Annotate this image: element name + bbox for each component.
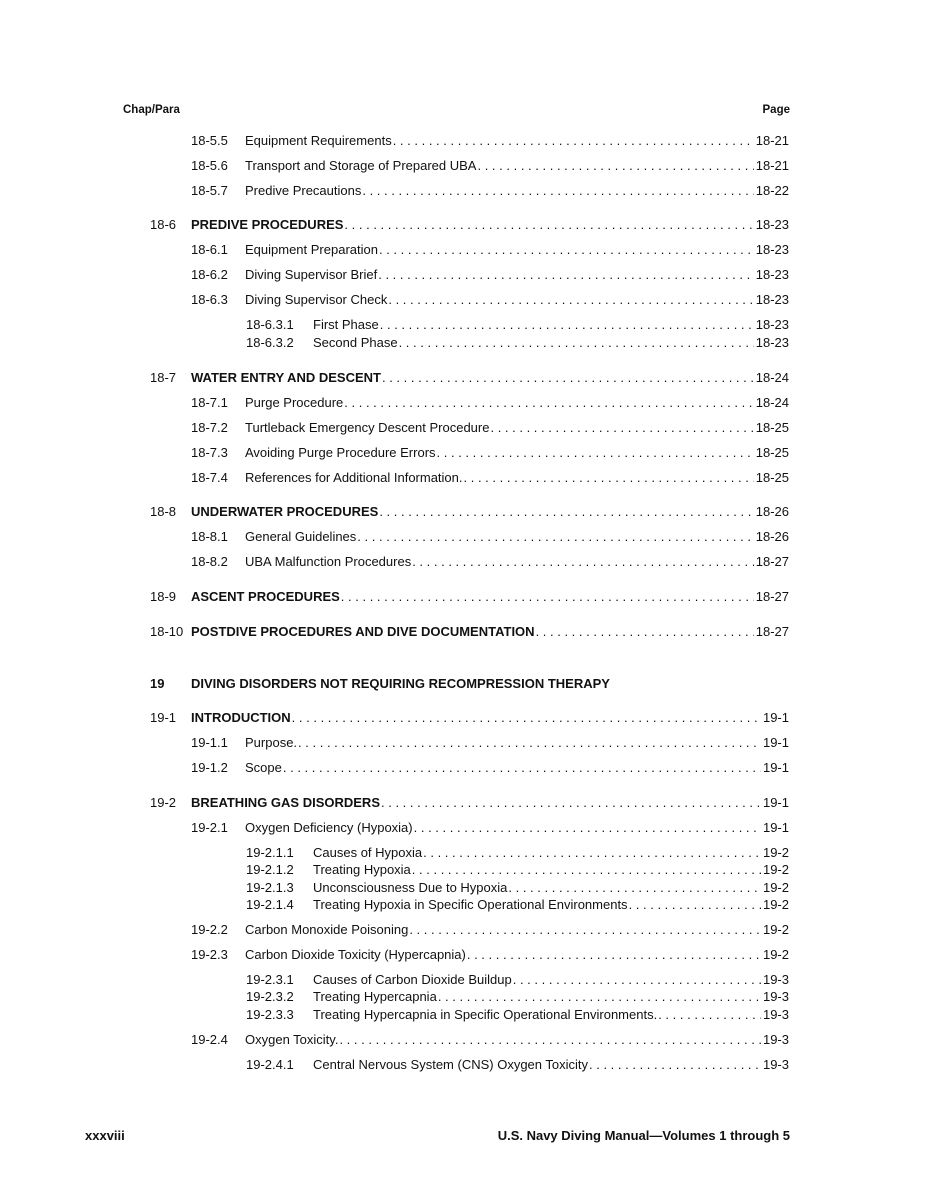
toc-entry[interactable] [150,710,789,726]
toc-entry-page: 18-22 [755,183,789,198]
dot-leader [467,947,761,963]
toc-entry[interactable] [150,217,789,233]
toc-entry-title: Scope [245,760,282,775]
toc-entry-number: 18-6.3.2 [246,335,294,350]
toc-entry[interactable] [191,554,789,570]
toc-entry-page: 19-2 [762,862,789,877]
toc-entry[interactable] [191,158,789,174]
toc-entry-title: Purge Procedure [245,395,344,410]
toc-entry-page: 18-21 [755,158,789,173]
toc-entry-number: 19-2.1.1 [246,845,294,860]
toc-entry-title: WATER ENTRY AND DESCENT [191,370,381,385]
toc-entry-title: Treating Hypercapnia in Specific Operational Environments. [313,1007,658,1022]
dot-leader [399,335,754,351]
toc-entry[interactable] [150,589,789,605]
toc-entry-number: 19-2.3 [191,947,228,962]
page-number-footer: xxxviii [85,1128,125,1143]
toc-entry-title: POSTDIVE PROCEDURES AND DIVE DOCUMENTATION [191,624,535,639]
toc-entry-number: 18-6.3 [191,292,228,307]
toc-entry-number: 19-2.3.1 [246,972,294,987]
column-header-chap-para: Chap/Para [123,104,180,116]
toc-entry[interactable] [191,395,789,411]
toc-entry-number: 18-6 [150,217,177,232]
toc-entry-title: Oxygen Toxicity. [245,1032,339,1047]
toc-entry[interactable] [191,267,789,283]
toc-entry[interactable] [191,470,789,486]
toc-entry[interactable] [191,292,789,308]
dot-leader [477,158,753,174]
dot-leader [464,470,754,486]
toc-entry[interactable] [150,624,789,640]
toc-entry[interactable] [150,370,789,386]
toc-entry[interactable] [246,317,789,333]
toc-entry[interactable] [191,735,789,751]
dot-leader [629,897,761,913]
toc-entry-number: 18-9 [150,589,177,604]
dot-leader [381,795,761,811]
toc-entry-number: 18-8.2 [191,554,228,569]
toc-entry-title: References for Additional Information. [245,470,463,485]
toc-entry-page: 18-26 [755,504,789,519]
toc-entry[interactable] [246,335,789,351]
dot-leader [412,554,754,570]
toc-entry-number: 19-2.3.2 [246,989,294,1004]
toc-entry[interactable] [191,1032,789,1048]
chapter-number: 19 [150,676,165,691]
toc-entry-page: 19-2 [762,947,789,962]
toc-entry-number: 18-5.7 [191,183,228,198]
toc-entry-number: 18-5.6 [191,158,228,173]
dot-leader [344,217,753,233]
toc-entry-page: 18-27 [755,624,789,639]
toc-entry-page: 19-3 [762,972,789,987]
dot-leader [412,862,761,878]
dot-leader [658,1007,761,1023]
toc-entry[interactable] [191,820,789,836]
toc-entry-title: UBA Malfunction Procedures [245,554,412,569]
toc-entry-title: BREATHING GAS DISORDERS [191,795,380,810]
toc-entry-number: 18-6.2 [191,267,228,282]
toc-entry[interactable] [150,795,789,811]
toc-entry-page: 19-2 [762,880,789,895]
toc-entry[interactable] [246,989,789,1005]
toc-entry-number: 19-2.4.1 [246,1057,294,1072]
toc-entry[interactable] [191,133,789,149]
toc-entry-number: 18-8.1 [191,529,228,544]
toc-entry-title: Carbon Monoxide Poisoning [245,922,409,937]
toc-entry-page: 18-23 [755,242,789,257]
toc-entry[interactable] [191,183,789,199]
toc-entry-number: 18-10 [150,624,184,639]
toc-entry-page: 19-3 [762,1057,789,1072]
toc-entry-title: PREDIVE PROCEDURES [191,217,344,232]
dot-leader [379,242,754,258]
toc-entry-title: Causes of Hypoxia [313,845,423,860]
toc-entry-page: 19-1 [762,710,789,725]
toc-entry[interactable] [246,880,789,896]
dot-leader [508,880,761,896]
dot-leader [490,420,753,436]
toc-entry-title: Treating Hypercapnia [313,989,437,1004]
toc-entry-page: 19-3 [762,1032,789,1047]
toc-entry-number: 19-2.4 [191,1032,228,1047]
toc-entry-title: Diving Supervisor Check [245,292,388,307]
toc-entry-page: 18-25 [755,470,789,485]
toc-entry-number: 19-2 [150,795,177,810]
dot-leader [388,292,753,308]
toc-entry-title: Turtleback Emergency Descent Procedure [245,420,490,435]
toc-entry[interactable] [246,862,789,878]
dot-leader [513,972,761,988]
dot-leader [589,1057,761,1073]
toc-entry-number: 18-7.2 [191,420,228,435]
dot-leader [357,529,753,545]
toc-entry-title: Treating Hypoxia [313,862,411,877]
toc-entry-page: 18-23 [755,317,789,332]
toc-entry-page: 19-1 [762,795,789,810]
toc-entry-page: 19-1 [762,760,789,775]
toc-entry-number: 19-2.2 [191,922,228,937]
toc-entry-title: Central Nervous System (CNS) Oxygen Toxicity [313,1057,589,1072]
dot-leader [283,760,761,776]
toc-entry-number: 18-8 [150,504,177,519]
toc-entry-number: 18-6.1 [191,242,228,257]
toc-entry[interactable] [191,947,789,963]
toc-entry-number: 19-2.1.2 [246,862,294,877]
toc-entry-title: Avoiding Purge Procedure Errors [245,445,436,460]
toc-entry-number: 19-2.1 [191,820,228,835]
toc-entry-page: 18-23 [755,292,789,307]
toc-entry-title: Equipment Requirements [245,133,392,148]
column-header-page: Page [762,104,790,116]
toc-entry[interactable] [191,242,789,258]
toc-entry-number: 19-1.1 [191,735,228,750]
toc-entry-page: 18-23 [755,217,789,232]
toc-entry-title: Unconsciousness Due to Hypoxia [313,880,508,895]
dot-leader [379,504,753,520]
dot-leader [382,370,754,386]
toc-entry-page: 19-1 [762,820,789,835]
toc-entry-title: UNDERWATER PROCEDURES [191,504,379,519]
toc-entry[interactable] [150,504,789,520]
toc-entry-number: 19-1 [150,710,177,725]
dot-leader [341,589,754,605]
toc-entry-page: 19-3 [762,1007,789,1022]
toc-entry-title: Second Phase [313,335,398,350]
toc-entry-title: Purpose. [245,735,298,750]
toc-entry-page: 18-24 [755,370,789,385]
toc-entry-title: Oxygen Deficiency (Hypoxia) [245,820,413,835]
dot-leader [344,395,753,411]
toc-entry-title: First Phase [313,317,379,332]
toc-entry[interactable] [246,897,789,913]
dot-leader [423,845,761,861]
toc-entry-page: 19-3 [762,989,789,1004]
toc-entry[interactable] [246,845,789,861]
dot-leader [536,624,754,640]
toc-entry[interactable] [191,922,789,938]
toc-entry-title: ASCENT PROCEDURES [191,589,340,604]
toc-entry-page: 19-2 [762,922,789,937]
toc-entry-page: 19-2 [762,897,789,912]
toc-entry-number: 18-6.3.1 [246,317,294,332]
toc-entry-page: 18-23 [755,267,789,282]
toc-entry-number: 18-7.4 [191,470,228,485]
toc-entry-number: 19-2.1.3 [246,880,294,895]
toc-entry-page: 19-1 [762,735,789,750]
dot-leader [414,820,761,836]
dot-leader [362,183,753,199]
dot-leader [292,710,761,726]
toc-entry-title: Predive Precautions [245,183,362,198]
toc-entry[interactable] [191,420,789,436]
toc-entry-page: 19-2 [762,845,789,860]
dot-leader [339,1032,761,1048]
chapter-title: DIVING DISORDERS NOT REQUIRING RECOMPRESSION THERAPY [191,676,610,691]
dot-leader [393,133,754,149]
toc-entry-page: 18-23 [755,335,789,350]
toc-entry-number: 18-7.3 [191,445,228,460]
toc-entry-number: 19-2.3.3 [246,1007,294,1022]
toc-entry-page: 18-26 [755,529,789,544]
toc-entry-number: 19-1.2 [191,760,228,775]
dot-leader [378,267,754,283]
toc-entry-number: 18-7 [150,370,177,385]
dot-leader [438,989,761,1005]
toc-entry-page: 18-24 [755,395,789,410]
toc-entry-page: 18-25 [755,445,789,460]
toc-entry[interactable] [246,972,789,988]
dot-leader [437,445,754,461]
dot-leader [380,317,754,333]
toc-entry-title: Equipment Preparation [245,242,378,257]
toc-entry-title: Causes of Carbon Dioxide Buildup [313,972,512,987]
toc-entry[interactable] [191,445,789,461]
toc-entry-page: 18-27 [755,554,789,569]
toc-entry-page: 18-21 [755,133,789,148]
toc-entry-number: 18-5.5 [191,133,228,148]
toc-entry[interactable] [246,1007,789,1023]
toc-entry-title: Transport and Storage of Prepared UBA [245,158,477,173]
toc-entry[interactable] [246,1057,789,1073]
dot-leader [409,922,761,938]
toc-entry-title: INTRODUCTION [191,710,291,725]
toc-entry-number: 19-2.1.4 [246,897,294,912]
toc-entry-number: 18-7.1 [191,395,228,410]
toc-entry[interactable] [191,760,789,776]
toc-entry-page: 18-25 [755,420,789,435]
toc-entry-title: Diving Supervisor Brief [245,267,378,282]
toc-entry-page: 18-27 [755,589,789,604]
manual-title-footer: U.S. Navy Diving Manual—Volumes 1 through 5 [497,1128,790,1143]
toc-entry-title: Carbon Dioxide Toxicity (Hypercapnia) [245,947,466,962]
toc-entry-title: Treating Hypoxia in Specific Operational Environments [313,897,628,912]
toc-entry-title: General Guidelines [245,529,357,544]
toc-entry[interactable] [191,529,789,545]
dot-leader [298,735,761,751]
